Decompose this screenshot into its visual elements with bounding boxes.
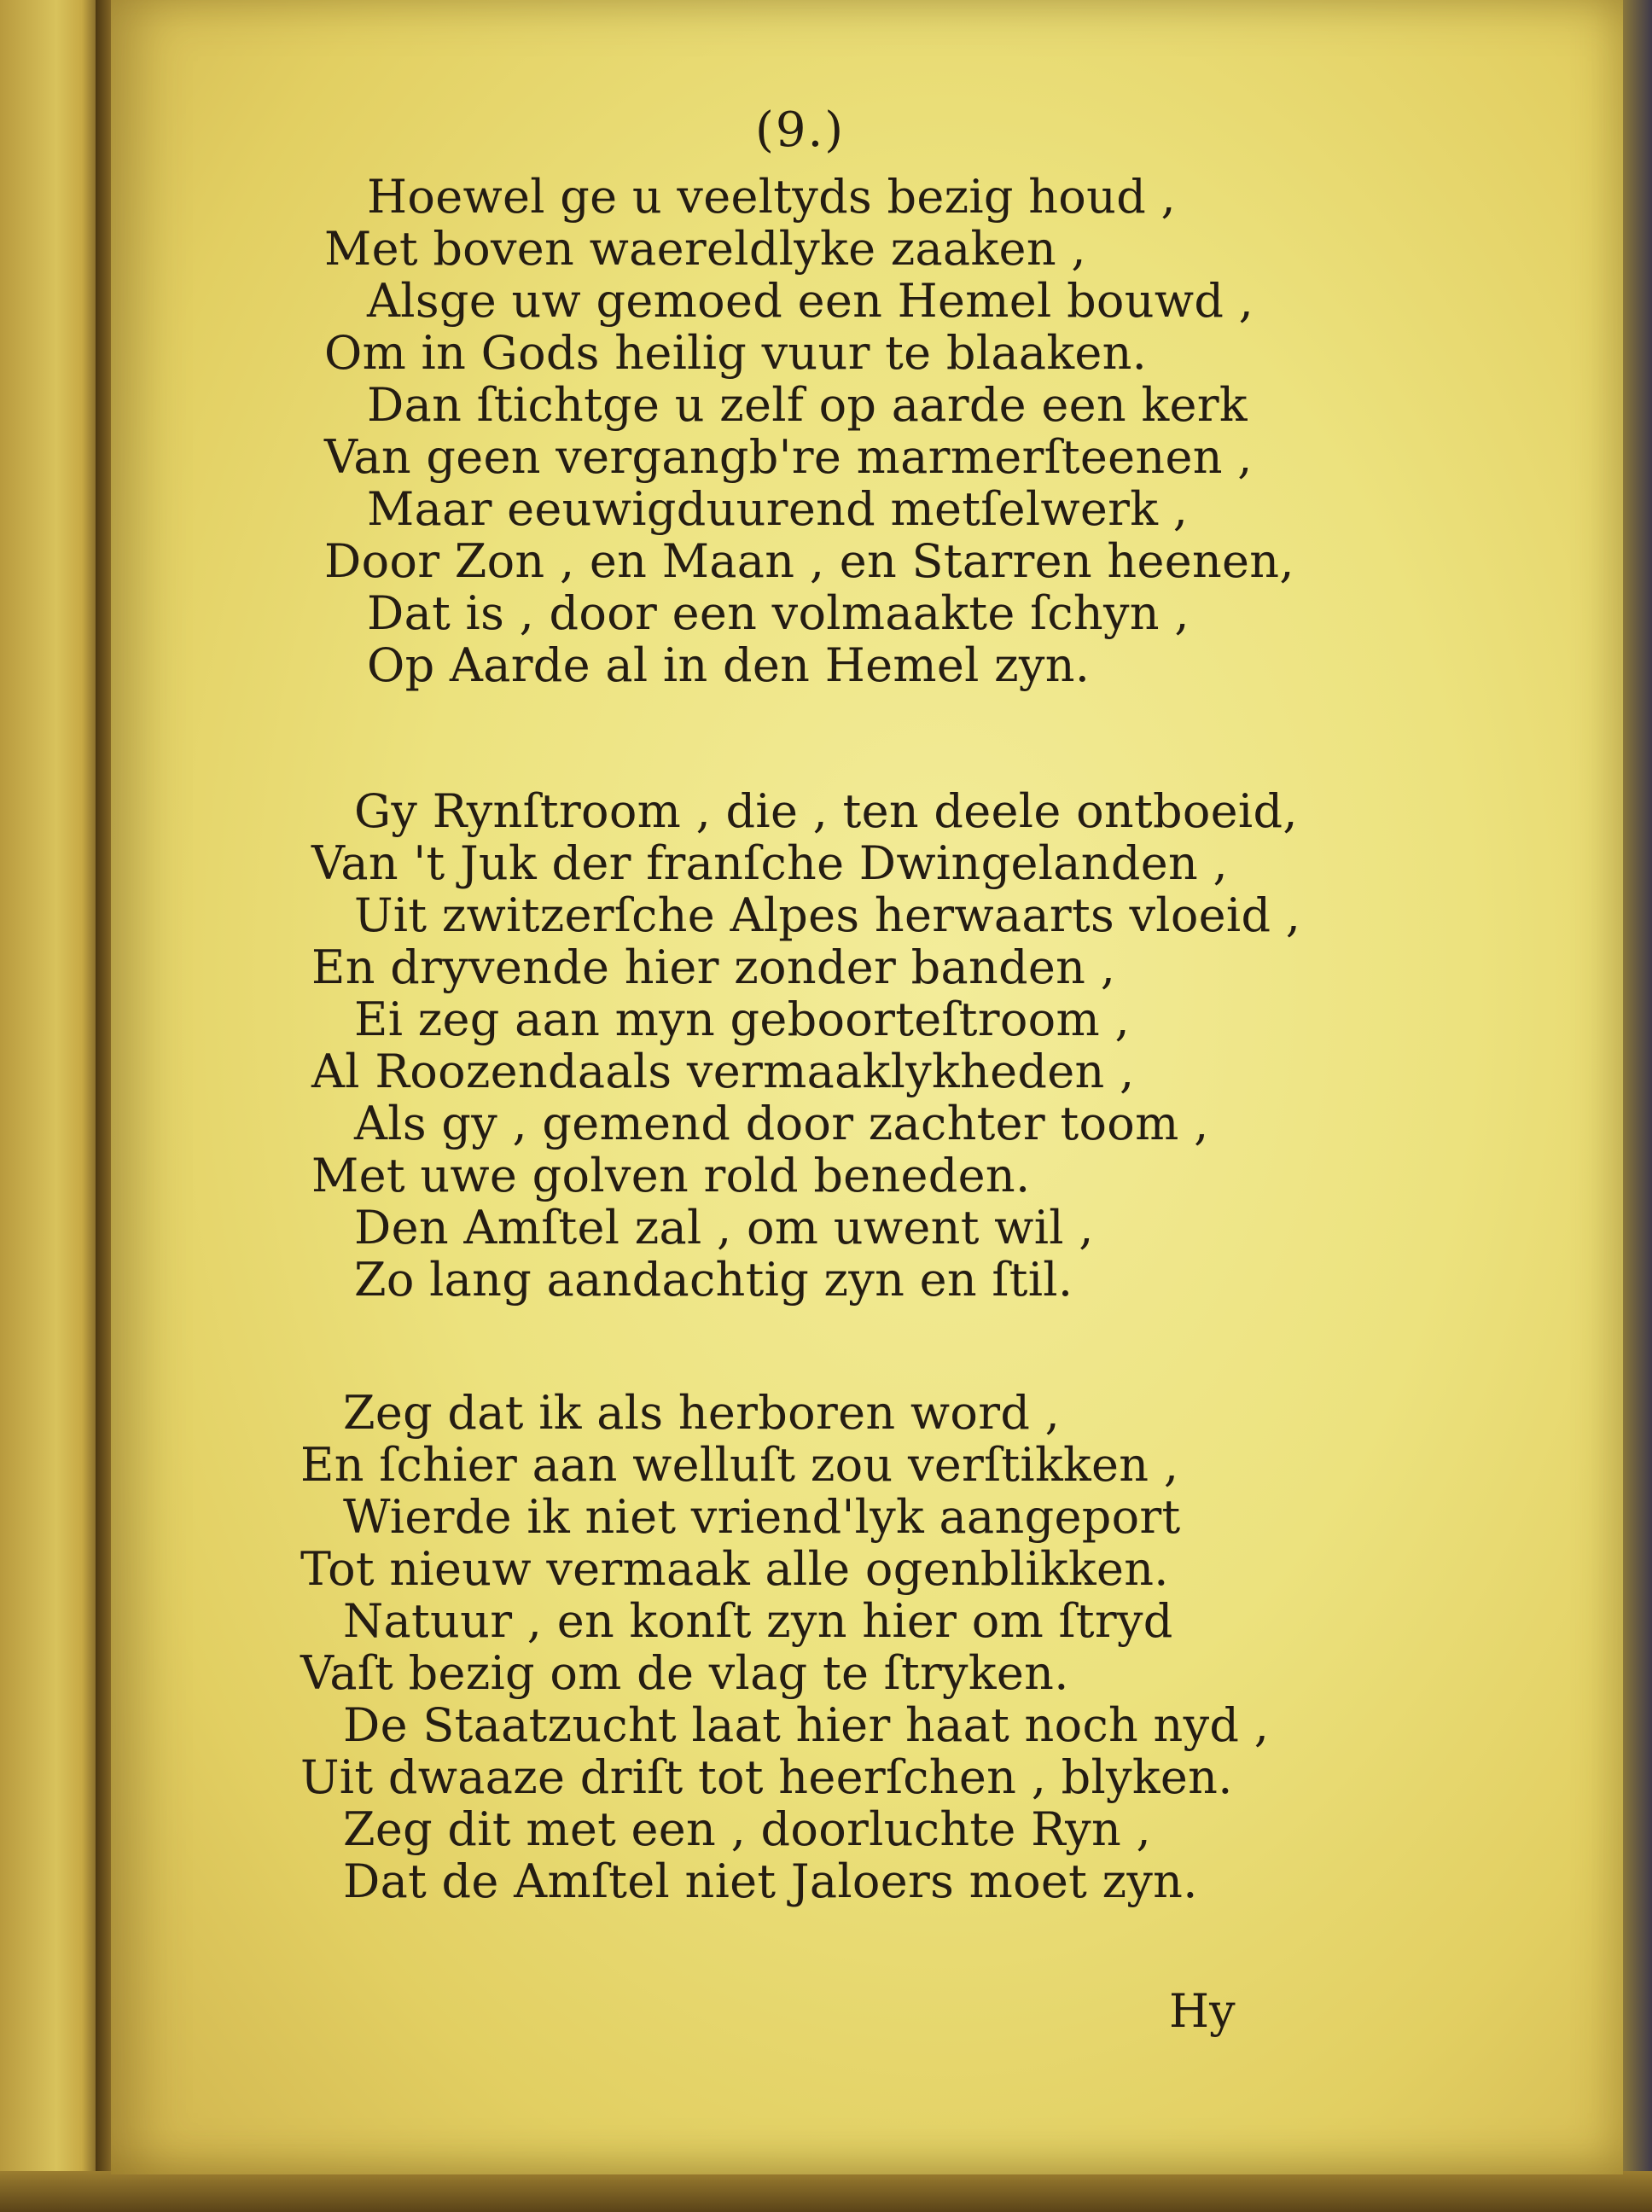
book-right-edge	[1621, 0, 1652, 2212]
stanza-line: Om in Gods heilig vuur te blaaken.	[324, 326, 1148, 380]
stanza-line: Zeg dit met een , doorluchte Ryn ,	[343, 1802, 1151, 1856]
book-bottom-edge	[0, 2171, 1652, 2212]
book-page	[111, 0, 1623, 2174]
stanza-line: Door Zon , en Maan , en Starren heenen,	[324, 534, 1294, 588]
stanza-line: De Staatzucht laat hier haat noch nyd ,	[343, 1698, 1270, 1752]
stanza-line: Met uwe golven rold beneden.	[311, 1149, 1031, 1202]
page-number: (9.)	[755, 102, 846, 158]
catchword: Hy	[1169, 1984, 1236, 2038]
stanza-line: Met boven waereldlyke zaaken ,	[324, 222, 1086, 276]
stanza-line: Op Aarde al in den Hemel zyn.	[367, 638, 1091, 692]
stanza-line: Zeg dat ik als herboren word ,	[343, 1386, 1061, 1440]
stanza-line: Zo lang aandachtig zyn en ſtil.	[354, 1253, 1073, 1307]
stanza-line: Hoewel ge u veeltyds bezig houd ,	[367, 170, 1176, 224]
stanza-line: Gy Rynſtroom , die , ten deele ontboeid,	[354, 784, 1298, 838]
stanza-line: Vaſt bezig om de vlag te ſtryken.	[300, 1646, 1069, 1700]
stanza-1	[324, 171, 1294, 691]
stanza-3	[300, 1387, 1269, 1907]
stanza-line: Maar eeuwigduurend metſelwerk ,	[367, 482, 1189, 536]
stanza-line: Als gy , gemend door zachter toom ,	[354, 1097, 1209, 1150]
stanza-line: Dan ſtichtge u zelf op aarde een kerk	[367, 378, 1248, 432]
stanza-line: Wierde ik niet vriend'lyk aangeport	[343, 1490, 1181, 1544]
stanza-2	[311, 785, 1300, 1306]
previous-page-edge	[0, 0, 102, 2212]
stanza-line: Natuur , en konſt zyn hier om ſtryd	[343, 1594, 1173, 1648]
stanza-line: Van geen vergangb're marmerſteenen ,	[324, 430, 1253, 484]
stanza-line: Den Amſtel zal , om uwent wil ,	[354, 1201, 1094, 1254]
stanza-line: En ſchier aan welluſt zou verſtikken ,	[300, 1438, 1179, 1492]
stanza-line: Uit zwitzerſche Alpes herwaarts vloeid ,	[354, 888, 1301, 942]
stanza-line: Uit dwaaze driſt tot heerſchen , blyken.	[300, 1750, 1233, 1804]
stanza-line: Ei zeg aan myn geboorteſtroom ,	[354, 992, 1130, 1046]
stanza-line: Al Roozendaals vermaaklykheden ,	[311, 1045, 1135, 1098]
stanza-line: Dat de Amſtel niet Jaloers moet zyn.	[343, 1854, 1198, 1908]
stanza-line: En dryvende hier zonder banden ,	[311, 940, 1116, 994]
stanza-line: Alsge uw gemoed een Hemel bouwd ,	[367, 274, 1254, 328]
stanza-line: Tot nieuw vermaak alle ogenblikken.	[300, 1542, 1169, 1596]
stanza-line: Van 't Juk der franſche Dwingelanden ,	[311, 836, 1228, 890]
stanza-line: Dat is , door een volmaakte ſchyn ,	[367, 586, 1190, 640]
